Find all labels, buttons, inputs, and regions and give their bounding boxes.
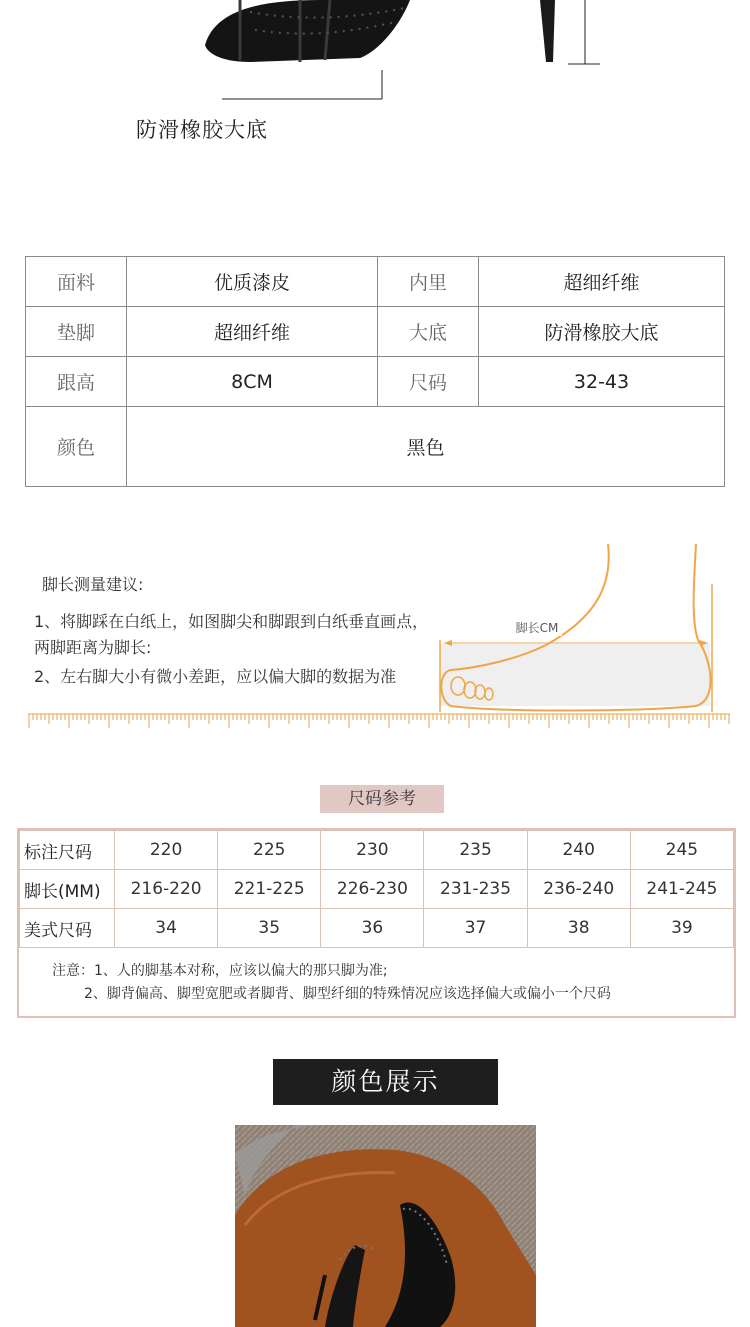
size-cell: 225 (218, 831, 321, 870)
size-cell: 221-225 (218, 870, 321, 909)
spec-key: 颜色 (26, 407, 127, 487)
spec-table (25, 256, 725, 487)
size-cell: 240 (527, 831, 630, 870)
size-cell: 236-240 (527, 870, 630, 909)
spec-key: 尺码 (378, 357, 479, 407)
spec-key: 内里 (378, 257, 479, 307)
size-cell: 35 (218, 909, 321, 948)
spec-value: 32-43 (479, 357, 725, 407)
size-cell: 220 (115, 831, 218, 870)
measure-title: 脚长测量建议: (42, 575, 144, 594)
size-cell: 34 (115, 909, 218, 948)
size-cell: 37 (424, 909, 527, 948)
spec-value: 超细纤维 (479, 257, 725, 307)
size-cell: 216-220 (115, 870, 218, 909)
size-row-header: 脚长(MM) (20, 870, 115, 909)
size-reference-label: 尺码参考 (320, 785, 444, 813)
color-display-banner: 颜色展示 (273, 1059, 498, 1105)
size-cell: 231-235 (424, 870, 527, 909)
size-row (20, 909, 734, 948)
spec-key: 面料 (26, 257, 127, 307)
size-cell: 235 (424, 831, 527, 870)
spec-row (26, 257, 725, 307)
ruler (28, 712, 730, 730)
size-cell: 241-245 (630, 870, 733, 909)
spec-row (26, 407, 725, 487)
size-cell: 230 (321, 831, 424, 870)
size-note-1: 注意：1、人的脚基本对称，应该以偏大的那只脚为准; (52, 963, 388, 979)
size-row (20, 831, 734, 870)
spec-row (26, 357, 725, 407)
size-note-2: 2、脚背偏高、脚型宽肥或者脚背、脚型纤细的特殊情况应该选择偏大或偏小一个尺码 (84, 986, 611, 1002)
size-cell: 245 (630, 831, 733, 870)
spec-value: 防滑橡胶大底 (479, 307, 725, 357)
spec-key: 大底 (378, 307, 479, 357)
spec-value: 8CM (127, 357, 378, 407)
spec-value: 优质漆皮 (127, 257, 378, 307)
sole-caption: 防滑橡胶大底 (136, 118, 268, 142)
size-cell: 39 (630, 909, 733, 948)
size-row-header: 标注尺码 (20, 831, 115, 870)
shoe-product-image-top (0, 0, 750, 110)
size-cell: 226-230 (321, 870, 424, 909)
foot-measure-diagram (436, 540, 726, 720)
spec-value: 超细纤维 (127, 307, 378, 357)
measure-step-1: 1、将脚踩在白纸上，如图脚尖和脚跟到白纸垂直画点，两脚距离为脚长: (34, 612, 429, 657)
diagram-label: 脚长CM (515, 621, 559, 635)
spec-key: 垫脚 (26, 307, 127, 357)
size-table (19, 830, 734, 948)
shoe-product-photo (235, 1125, 536, 1327)
spec-row (26, 307, 725, 357)
measure-step-2: 2、左右脚大小有微小差距，应以偏大脚的数据为准 (34, 667, 397, 686)
size-cell: 38 (527, 909, 630, 948)
size-row-header: 美式尺码 (20, 909, 115, 948)
spec-value: 黑色 (127, 407, 725, 487)
size-row (20, 870, 734, 909)
spec-key: 跟高 (26, 357, 127, 407)
size-cell: 36 (321, 909, 424, 948)
